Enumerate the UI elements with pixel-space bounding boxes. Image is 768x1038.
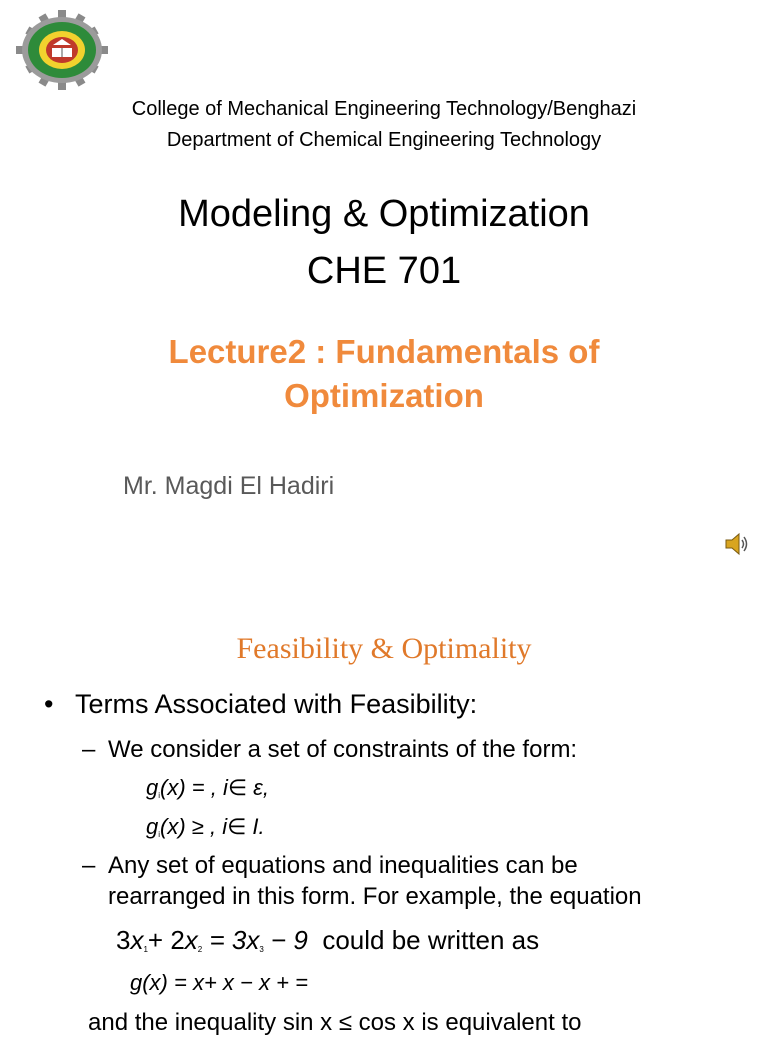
- university-emblem-icon: [10, 10, 114, 90]
- dash-icon: –: [82, 852, 96, 879]
- cut-off-line: and the inequality sin x ≤ cos x is equivalent to: [88, 1009, 582, 1036]
- course-code: CHE 701: [306, 250, 462, 292]
- course-title: Modeling & Optimization: [178, 193, 590, 235]
- rewritten-equation: g(x) = x+ x − x + =: [130, 970, 308, 995]
- constraint-equality: $g_i(x)$ = , i∈ ε,: [146, 775, 269, 800]
- speaker-icon[interactable]: [724, 532, 750, 556]
- constraint-inequality: $g_i(x)$ ≥ , i∈ I.: [146, 814, 265, 839]
- bullet-dot-icon: •: [44, 689, 54, 719]
- lecture-title-line2: Optimization: [284, 377, 484, 414]
- author-name: Mr. Magdi El Hadiri: [123, 472, 335, 500]
- slide-title: Feasibility & Optimality: [236, 632, 532, 665]
- example-equation: $3x_1+ 2x_2 = 3x_3 - 9$ could be written as: [116, 925, 540, 955]
- institution-name: College of Mechanical Engineering Technology/Benghazi: [131, 98, 637, 120]
- lecture-title-line1: Lecture2 : Fundamentals of: [168, 333, 600, 370]
- department-name: Department of Chemical Engineering Technology: [166, 129, 602, 151]
- dash-icon: –: [82, 736, 96, 763]
